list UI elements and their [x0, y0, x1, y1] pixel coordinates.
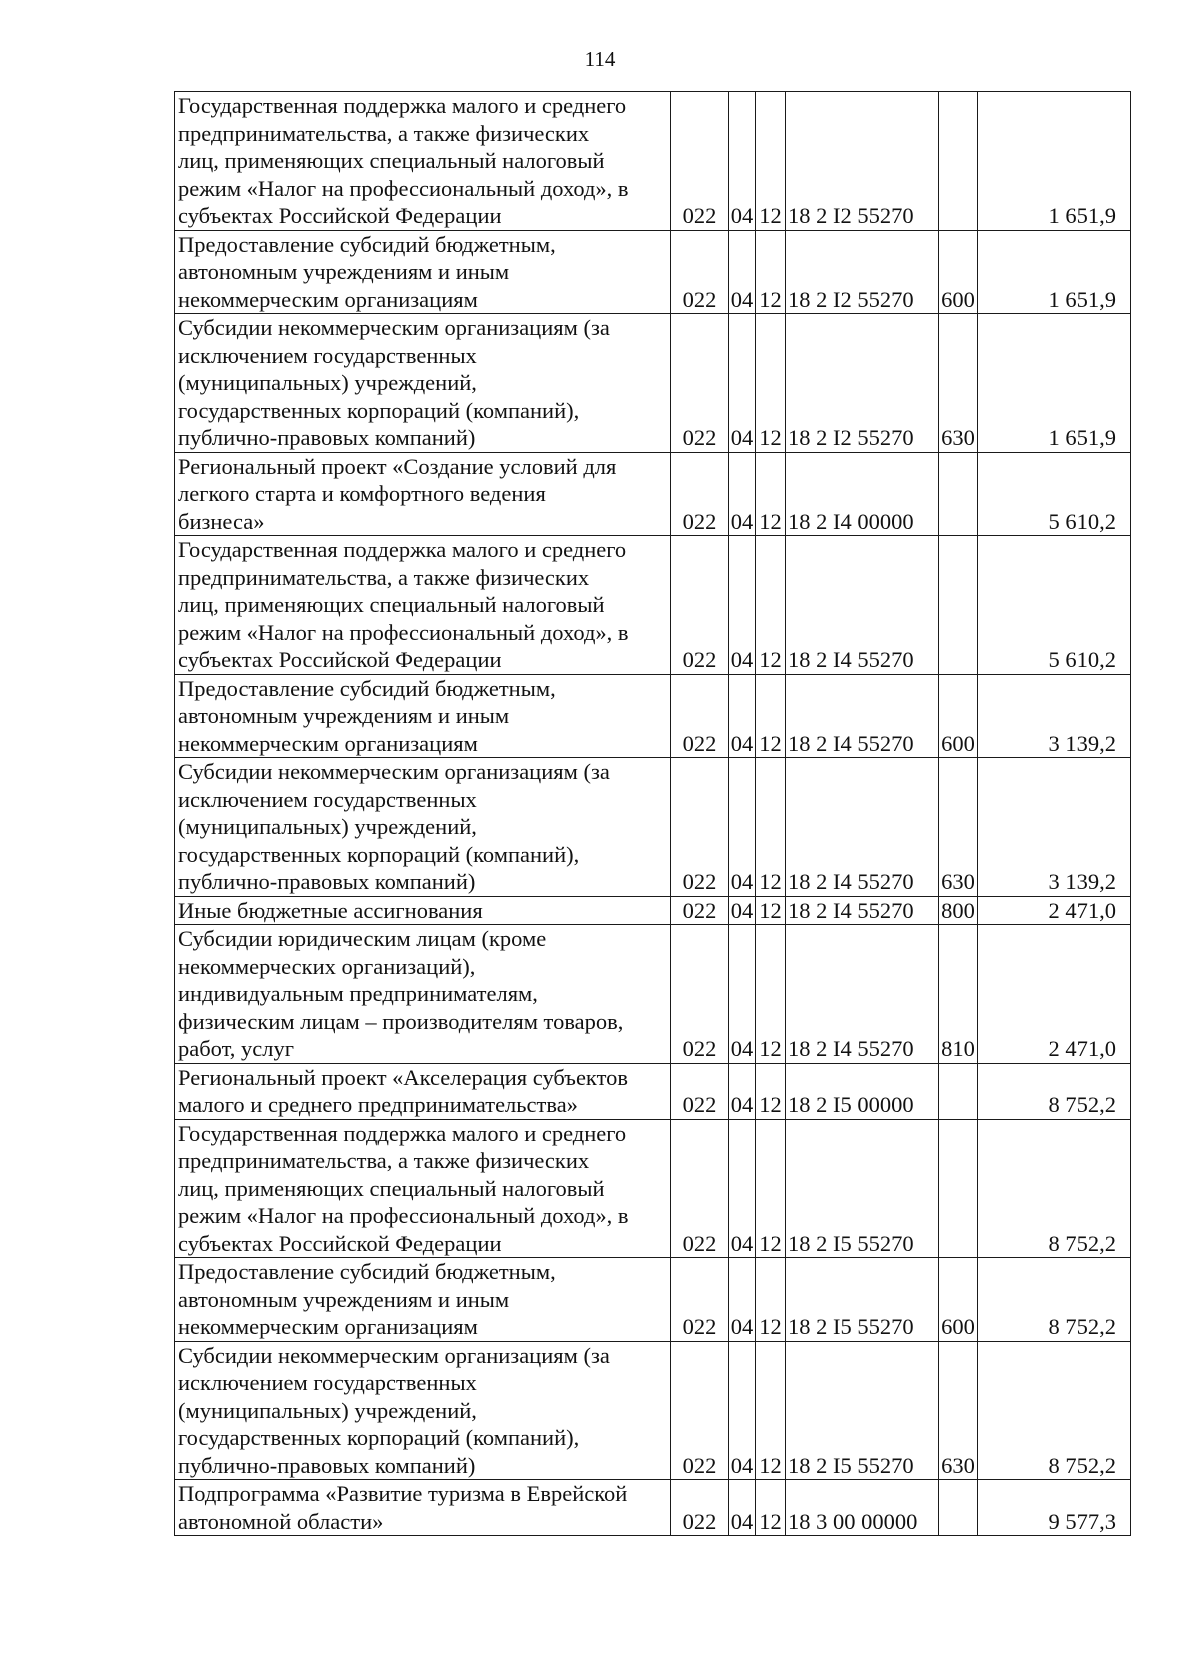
description-line: некоммерческим организациям — [178, 730, 478, 756]
admin-code-cell: 022 — [671, 758, 729, 897]
row-description — [175, 92, 671, 231]
admin-code-cell: 022 — [671, 925, 729, 1064]
section-code-cell: 04 — [729, 314, 756, 453]
expense-type-cell — [939, 1119, 978, 1258]
target-item-cell: 18 2 I5 55270 — [786, 1341, 939, 1480]
subsection-code-cell: 12 — [756, 925, 786, 1064]
description-line: публично-правовых компаний) — [178, 425, 476, 450]
row-description — [175, 674, 671, 758]
section-code-cell: 04 — [729, 92, 756, 231]
section-code-cell: 04 — [729, 1119, 756, 1258]
amount-cell: 8 752,2 — [978, 1063, 1131, 1119]
subsection-code-cell: 12 — [756, 1119, 786, 1258]
expense-type-cell — [939, 1063, 978, 1119]
expense-type-cell — [939, 452, 978, 536]
admin-code-cell: 022 — [671, 1480, 729, 1536]
description-line: (муниципальных) учреждений, — [178, 370, 477, 395]
description-line: некоммерческих организаций), — [178, 953, 476, 979]
description-line: автономным учреждениям и иным — [178, 259, 510, 284]
admin-code-cell: 022 — [671, 674, 729, 758]
section-code-cell: 04 — [729, 896, 756, 925]
description-line: Региональный проект «Акселерация субъектов — [178, 1064, 628, 1090]
description-line: лиц, применяющих специальный налоговый — [178, 592, 605, 617]
description-line: предпринимательства, а также физических — [178, 1148, 590, 1173]
description-line: Субсидии некоммерческим организациям (за — [178, 1342, 610, 1368]
amount-cell: 5 610,2 — [978, 536, 1131, 675]
table-row — [175, 758, 1131, 897]
description-line: (муниципальных) учреждений, — [178, 814, 477, 839]
table-row — [175, 536, 1131, 675]
target-item-cell: 18 2 I5 55270 — [786, 1258, 939, 1342]
subsection-code-cell: 12 — [756, 674, 786, 758]
subsection-code-cell: 12 — [756, 1258, 786, 1342]
row-description — [175, 758, 671, 897]
description-line: малого и среднего предпринимательства» — [178, 1092, 578, 1117]
description-line: Предоставление субсидий бюджетным, — [178, 675, 556, 701]
row-description — [175, 230, 671, 314]
description-line: лиц, применяющих специальный налоговый — [178, 1175, 605, 1201]
description-line: бизнеса» — [178, 508, 265, 534]
admin-code-cell: 022 — [671, 1258, 729, 1342]
section-code-cell: 04 — [729, 1341, 756, 1480]
description-line: легкого старта и комфортного ведения — [178, 481, 546, 506]
description-line: исключением государственных — [178, 342, 477, 368]
page-number: 114 — [584, 47, 616, 71]
description-line: физическим лицам – производителям товаров, — [178, 1008, 624, 1034]
amount-cell: 1 651,9 — [978, 230, 1131, 314]
description-line: Субсидии юридическим лицам (кроме — [178, 926, 547, 951]
row-description — [175, 1119, 671, 1258]
amount-cell: 1 651,9 — [978, 92, 1131, 231]
amount-cell: 3 139,2 — [978, 758, 1131, 897]
section-code-cell: 04 — [729, 1063, 756, 1119]
table-row — [175, 314, 1131, 453]
row-description — [175, 1480, 671, 1536]
expense-type-cell: 800 — [939, 896, 978, 925]
description-line: некоммерческим организациям — [178, 286, 478, 312]
description-line: Предоставление субсидий бюджетным, — [178, 1259, 556, 1284]
target-item-cell: 18 2 I4 55270 — [786, 758, 939, 897]
amount-cell: 2 471,0 — [978, 925, 1131, 1064]
section-code-cell: 04 — [729, 925, 756, 1064]
description-line: автономным учреждениям и иным — [178, 1286, 510, 1312]
target-item-cell: 18 2 I2 55270 — [786, 230, 939, 314]
row-description — [175, 1063, 671, 1119]
description-line: (муниципальных) учреждений, — [178, 1397, 477, 1423]
amount-cell: 5 610,2 — [978, 452, 1131, 536]
description-line: Государственная поддержка малого и среднего — [178, 1120, 627, 1146]
amount-cell: 1 651,9 — [978, 314, 1131, 453]
amount-cell: 8 752,2 — [978, 1341, 1131, 1480]
section-code-cell: 04 — [729, 452, 756, 536]
description-line: Иные бюджетные ассигнования — [178, 897, 483, 923]
subsection-code-cell: 12 — [756, 230, 786, 314]
table-body — [175, 92, 1131, 1536]
table-row — [175, 92, 1131, 231]
description-line: Субсидии некоммерческим организациям (за — [178, 315, 610, 340]
subsection-code-cell: 12 — [756, 314, 786, 453]
description-line: Подпрограмма «Развитие туризма в Еврейской — [178, 1481, 628, 1506]
table-row — [175, 896, 1131, 925]
description-line: индивидуальным предпринимателям, — [178, 981, 538, 1006]
description-line: исключением государственных — [178, 1370, 477, 1395]
subsection-code-cell: 12 — [756, 536, 786, 675]
section-code-cell: 04 — [729, 674, 756, 758]
target-item-cell: 18 2 I5 00000 — [786, 1063, 939, 1119]
target-item-cell: 18 2 I4 55270 — [786, 925, 939, 1064]
admin-code-cell: 022 — [671, 1341, 729, 1480]
description-line: работ, услуг — [178, 1036, 294, 1061]
section-code-cell: 04 — [729, 758, 756, 897]
description-line: государственных корпораций (компаний), — [178, 1425, 580, 1450]
table-row — [175, 1480, 1131, 1536]
expense-type-cell: 600 — [939, 674, 978, 758]
table-row — [175, 1063, 1131, 1119]
description-line: государственных корпораций (компаний), — [178, 841, 580, 867]
expense-type-cell: 630 — [939, 314, 978, 453]
target-item-cell: 18 2 I2 55270 — [786, 314, 939, 453]
expense-type-cell — [939, 536, 978, 675]
subsection-code-cell: 12 — [756, 758, 786, 897]
description-line: государственных корпораций (компаний), — [178, 397, 580, 423]
description-line: режим «Налог на профессиональный доход», в — [178, 175, 629, 201]
description-line: публично-правовых компаний) — [178, 869, 476, 894]
row-description — [175, 925, 671, 1064]
row-description — [175, 1341, 671, 1480]
description-line: субъектах Российской Федерации — [178, 647, 502, 672]
subsection-code-cell: 12 — [756, 1063, 786, 1119]
subsection-code-cell: 12 — [756, 452, 786, 536]
description-line: режим «Налог на профессиональный доход», в — [178, 619, 629, 645]
description-line: Предоставление субсидий бюджетным, — [178, 231, 556, 257]
amount-cell: 8 752,2 — [978, 1119, 1131, 1258]
admin-code-cell: 022 — [671, 314, 729, 453]
amount-cell: 9 577,3 — [978, 1480, 1131, 1536]
row-description — [175, 536, 671, 675]
subsection-code-cell: 12 — [756, 1480, 786, 1536]
row-description — [175, 1258, 671, 1342]
row-description — [175, 452, 671, 536]
expense-type-cell: 630 — [939, 758, 978, 897]
description-line: предпринимательства, а также физических — [178, 120, 590, 146]
target-item-cell: 18 3 00 00000 — [786, 1480, 939, 1536]
subsection-code-cell: 12 — [756, 896, 786, 925]
table-row — [175, 452, 1131, 536]
admin-code-cell: 022 — [671, 1119, 729, 1258]
expense-type-cell: 630 — [939, 1341, 978, 1480]
admin-code-cell: 022 — [671, 1063, 729, 1119]
description-line: некоммерческим организациям — [178, 1314, 478, 1339]
target-item-cell: 18 2 I4 00000 — [786, 452, 939, 536]
description-line: публично-правовых компаний) — [178, 1452, 476, 1478]
section-code-cell: 04 — [729, 230, 756, 314]
target-item-cell: 18 2 I5 55270 — [786, 1119, 939, 1258]
expense-type-cell — [939, 92, 978, 231]
description-line: Государственная поддержка малого и среднего — [178, 537, 627, 562]
description-line: автономной области» — [178, 1508, 384, 1534]
table-row — [175, 1258, 1131, 1342]
expense-type-cell: 600 — [939, 230, 978, 314]
description-line: предпринимательства, а также физических — [178, 564, 590, 590]
description-line: Государственная поддержка малого и среднего — [178, 93, 627, 118]
target-item-cell: 18 2 I4 55270 — [786, 536, 939, 675]
expense-type-cell: 600 — [939, 1258, 978, 1342]
amount-cell: 8 752,2 — [978, 1258, 1131, 1342]
target-item-cell: 18 2 I4 55270 — [786, 674, 939, 758]
expense-type-cell: 810 — [939, 925, 978, 1064]
description-line: режим «Налог на профессиональный доход», в — [178, 1203, 629, 1228]
description-line: субъектах Российской Федерации — [178, 1230, 502, 1256]
description-line: исключением государственных — [178, 786, 477, 812]
description-line: Субсидии некоммерческим организациям (за — [178, 759, 610, 784]
subsection-code-cell: 12 — [756, 92, 786, 231]
description-line: субъектах Российской Федерации — [178, 203, 502, 228]
row-description — [175, 314, 671, 453]
expense-type-cell — [939, 1480, 978, 1536]
description-line: автономным учреждениям и иным — [178, 703, 510, 728]
admin-code-cell: 022 — [671, 230, 729, 314]
table-row — [175, 674, 1131, 758]
table-row — [175, 925, 1131, 1064]
amount-cell: 2 471,0 — [978, 896, 1131, 925]
budget-table — [174, 91, 1131, 1536]
row-description — [175, 896, 671, 925]
table-row — [175, 1119, 1131, 1258]
description-line: лиц, применяющих специальный налоговый — [178, 148, 605, 173]
admin-code-cell: 022 — [671, 896, 729, 925]
admin-code-cell: 022 — [671, 92, 729, 231]
table-row — [175, 230, 1131, 314]
table-row — [175, 1341, 1131, 1480]
admin-code-cell: 022 — [671, 452, 729, 536]
section-code-cell: 04 — [729, 1480, 756, 1536]
section-code-cell: 04 — [729, 1258, 756, 1342]
admin-code-cell: 022 — [671, 536, 729, 675]
target-item-cell: 18 2 I2 55270 — [786, 92, 939, 231]
description-line: Региональный проект «Создание условий для — [178, 453, 617, 479]
amount-cell: 3 139,2 — [978, 674, 1131, 758]
target-item-cell: 18 2 I4 55270 — [786, 896, 939, 925]
section-code-cell: 04 — [729, 536, 756, 675]
subsection-code-cell: 12 — [756, 1341, 786, 1480]
